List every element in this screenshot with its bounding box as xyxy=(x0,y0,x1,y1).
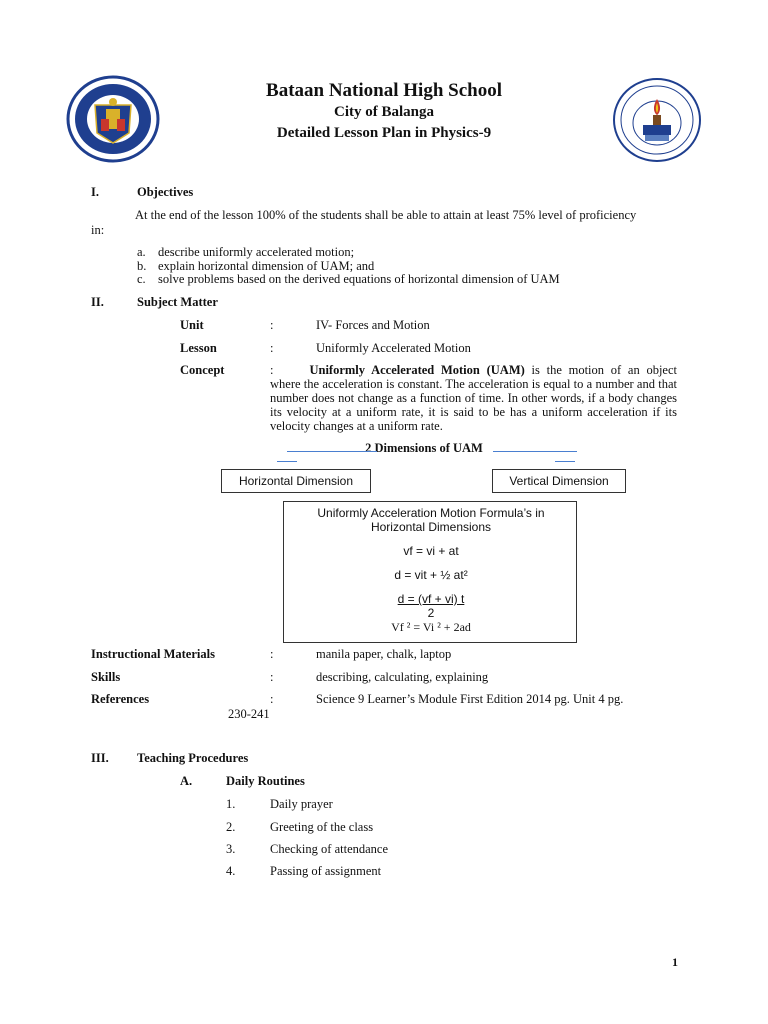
unit-label: Unit xyxy=(180,318,204,332)
unit-value: IV- Forces and Motion xyxy=(316,318,430,332)
objectives-heading: Objectives xyxy=(137,185,194,199)
materials-label: Instructional Materials xyxy=(91,647,215,661)
references-value: Science 9 Learner’s Module First Edition 2014 pg. Unit 4 pg. xyxy=(316,692,624,706)
concept-label: Concept xyxy=(180,363,225,377)
section-numeral-1: I. xyxy=(91,185,99,199)
list-marker: c. xyxy=(137,272,146,286)
materials-colon: : xyxy=(270,647,274,661)
subsection-marker: A. xyxy=(180,774,193,788)
objective-text: explain horizontal dimension of UAM; and xyxy=(158,259,375,273)
concept-text: is the motion of an object where the acceleration is constant. The acceleration is equal to a number and that number does not change as a function of time. In other words, if a body changes its velocity at a uniform rate, it is said to be has a uniform acceleration if its velocity changes at a uniform rate. xyxy=(270,363,677,433)
connector-line xyxy=(277,461,297,462)
city-name: City of Balanga xyxy=(333,104,434,120)
concept-colon: : xyxy=(270,363,274,377)
formula-average-velocity-denominator: 2 xyxy=(427,606,435,620)
unit-colon: : xyxy=(270,318,274,332)
skills-colon: : xyxy=(270,670,274,684)
routine-number: 1. xyxy=(226,797,236,811)
daily-routines-heading: Daily Routines xyxy=(226,774,305,788)
subject-matter-heading: Subject Matter xyxy=(137,295,218,309)
objectives-intro: At the end of the lesson 100% of the students shall be able to attain at least 75% level of proficiency in: xyxy=(91,208,637,237)
routine-number: 2. xyxy=(226,820,236,834)
concept-definition xyxy=(270,363,677,433)
concept-term: Uniformly Accelerated Motion (UAM) xyxy=(309,363,525,377)
list-marker: a. xyxy=(137,245,146,259)
connector-line xyxy=(493,451,577,452)
objective-text: describe uniformly accelerated motion; xyxy=(158,245,355,259)
section-numeral-3: III. xyxy=(91,751,109,765)
formula-velocity-squared: Vf ² = Vi ² + 2ad xyxy=(391,620,471,634)
lesson-label: Lesson xyxy=(180,341,217,355)
section-numeral-2: II. xyxy=(91,295,104,309)
lesson-value: Uniformly Accelerated Motion xyxy=(316,341,471,355)
dimensions-title: 2 Dimensions of UAM xyxy=(365,441,483,455)
list-marker: b. xyxy=(137,259,147,273)
routine-item: Passing of assignment xyxy=(270,864,382,878)
vertical-dimension-box: Vertical Dimension xyxy=(492,469,626,493)
routine-number: 3. xyxy=(226,842,236,856)
references-colon: : xyxy=(270,692,274,706)
formula-displacement: d = vit + ½ at² xyxy=(394,568,468,582)
formula-average-velocity-numerator: d = (vf + vi) t xyxy=(397,592,465,606)
lesson-plan-title: Detailed Lesson Plan in Physics-9 xyxy=(276,125,492,141)
lesson-colon: : xyxy=(270,341,274,355)
references-label: References xyxy=(91,692,150,706)
routine-number: 4. xyxy=(226,864,236,878)
formula-box xyxy=(283,501,577,643)
procedures-heading: Teaching Procedures xyxy=(137,751,249,765)
connector-line xyxy=(287,451,377,452)
skills-value: describing, calculating, explaining xyxy=(316,670,489,684)
routine-item: Daily prayer xyxy=(270,797,333,811)
routine-item: Greeting of the class xyxy=(270,820,374,834)
objective-item xyxy=(137,272,637,287)
connector-line xyxy=(555,461,575,462)
materials-value: manila paper, chalk, laptop xyxy=(316,647,452,661)
routine-item: Checking of attendance xyxy=(270,842,389,856)
formula-title: Uniformly Acceleration Motion Formula’s in Horizontal Dimensions xyxy=(317,506,545,534)
page-number: 1 xyxy=(672,955,678,969)
school-name: Bataan National High School xyxy=(266,80,502,101)
objective-text: solve problems based on the derived equations of horizontal dimension of UAM xyxy=(158,272,560,286)
objective-item xyxy=(137,245,637,260)
horizontal-dimension-box: Horizontal Dimension xyxy=(221,469,371,493)
skills-label: Skills xyxy=(91,670,121,684)
formula-final-velocity: vf = vi + at xyxy=(403,544,459,558)
references-continued: 230-241 xyxy=(228,707,270,721)
